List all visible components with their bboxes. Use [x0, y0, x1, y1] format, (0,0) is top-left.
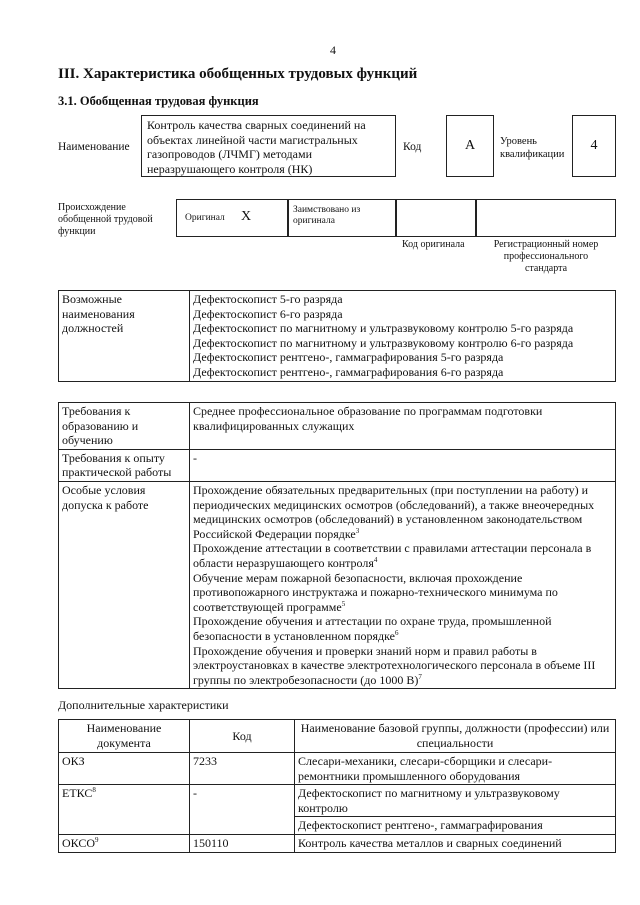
footnote-ref[interactable]: 5	[341, 599, 346, 608]
positions-table	[58, 290, 616, 382]
doc-cell: ОКЗ	[59, 753, 190, 785]
name-cell: Дефектоскопист по магнитному и ультразвуковому контролю	[295, 785, 616, 817]
level-value: 4	[572, 115, 616, 177]
special-list	[190, 481, 616, 688]
name-line: неразрушающего контроля (НК)	[147, 161, 313, 176]
code-original-cell	[396, 199, 476, 237]
education-label: Требования к образованию и обучению	[59, 403, 190, 450]
additional-title: Дополнительные характеристики	[58, 698, 229, 712]
position-item: Дефектоскопист по магнитному и ультразвуковому контролю 5-го разряда	[193, 321, 574, 336]
code-cell: 150110	[190, 834, 295, 852]
footnote-ref[interactable]: 3	[355, 526, 360, 535]
header-doc: Наименование документа	[59, 720, 190, 753]
name-cell: Контроль качества металлов и сварных соединений	[295, 834, 616, 852]
position-item: Дефектоскопист по магнитному и ультразвуковому контролю 6-го разряда	[193, 335, 574, 350]
code-label: Код	[403, 141, 422, 153]
code-cell: 7233	[190, 753, 295, 785]
header-code: Код	[190, 720, 295, 753]
positions-list	[190, 291, 616, 382]
footnote-ref[interactable]: 9	[95, 835, 99, 844]
code-value: A	[446, 115, 494, 177]
footnote-ref[interactable]: 6	[394, 628, 399, 637]
table-row	[59, 785, 616, 817]
table-row	[59, 753, 616, 785]
education-value: Среднее профессиональное образование по программам подготовки квалифицированных служащих	[190, 403, 616, 450]
table-row	[59, 834, 616, 852]
name-cell: Дефектоскопист рентгено-, гаммаграфирования	[295, 817, 616, 835]
special-label: Особые условия допуска к работе	[59, 481, 190, 688]
code-original-caption: Код оригинала	[402, 239, 465, 250]
position-item: Дефектоскопист рентгено-, гаммаграфирования 5-го разряда	[193, 350, 504, 365]
footnote-ref[interactable]: 7	[418, 672, 422, 681]
experience-value: -	[190, 449, 616, 481]
special-item: Прохождение аттестации в соответствии с правилами аттестации персонала в области неразрушающего контроля$^4$	[193, 541, 592, 570]
requirements-table	[58, 402, 616, 689]
footnote-ref[interactable]: 8	[92, 786, 96, 795]
position-item: Дефектоскопист рентгено-, гаммаграфирования 6-го разряда	[193, 364, 504, 379]
name-value-box	[141, 115, 396, 177]
original-label: Оригинал	[185, 213, 225, 223]
special-item: Прохождение обучения и аттестации по охране труда, промышленной безопасности в установленном порядке$^6$	[193, 614, 552, 643]
experience-label: Требования к опыту практической работы	[59, 449, 190, 481]
footnote-ref[interactable]: 4	[373, 555, 378, 564]
reg-number-caption: Регистрационный номер профессионального стандарта	[493, 239, 599, 274]
name-line: газопроводов (ЛЧМГ) методами	[147, 147, 312, 161]
borrowed-cell: Заимствовано из оригинала	[288, 199, 396, 237]
reg-number-cell	[476, 199, 616, 237]
header-name: Наименование базовой группы, должности (профессии) или специальности	[295, 720, 616, 753]
name-label: Наименование	[58, 141, 130, 153]
positions-label: Возможные наименования должностей	[59, 291, 190, 382]
position-item: Дефектоскопист 6-го разряда	[193, 306, 343, 321]
level-label: Уровень квалификации	[500, 136, 565, 160]
page-number: 4	[330, 43, 336, 57]
origin-label: Происхождение обобщенной трудовой функции	[58, 202, 153, 237]
special-item: Прохождение обучения и проверки знаний норм и правил работы в электроустановках в качестве электротехнологического персонала в объеме III группы по электробезопасности (до 1000 В)$^7$	[193, 643, 596, 687]
origin-original-cell	[176, 199, 288, 237]
subsection-title: 3.1. Обобщенная трудовая функция	[58, 94, 259, 108]
name-cell: Слесари-механики, слесари-сборщики и слесари-ремонтники промышленного оборудования	[295, 753, 616, 785]
name-line: Контроль качества сварных соединений на	[147, 118, 366, 132]
code-cell: -	[190, 785, 295, 835]
special-item: Обучение мерам пожарной безопасности, включая прохождение противопожарного инструктажа и пожарно-технического минимума по соответствующей программе$^5$	[193, 570, 558, 614]
original-mark: X	[241, 209, 252, 224]
doc-cell: ОКСО$^9$	[59, 834, 190, 852]
position-item: Дефектоскопист 5-го разряда	[193, 292, 343, 306]
special-item: Прохождение обязательных предварительных (при поступлении на работу) и периодических медицинских осмотров (обследований), а также внеочередных медицинских осмотров (обследований) в установленном законодательством Российской Федерации порядке$^3$	[193, 482, 595, 541]
name-line: объектах линейной части магистральных	[147, 132, 358, 147]
doc-cell: ЕТКС$^8$	[59, 785, 190, 835]
section-title: III. Характеристика обобщенных трудовых функций	[58, 66, 418, 82]
additional-table	[58, 719, 616, 853]
